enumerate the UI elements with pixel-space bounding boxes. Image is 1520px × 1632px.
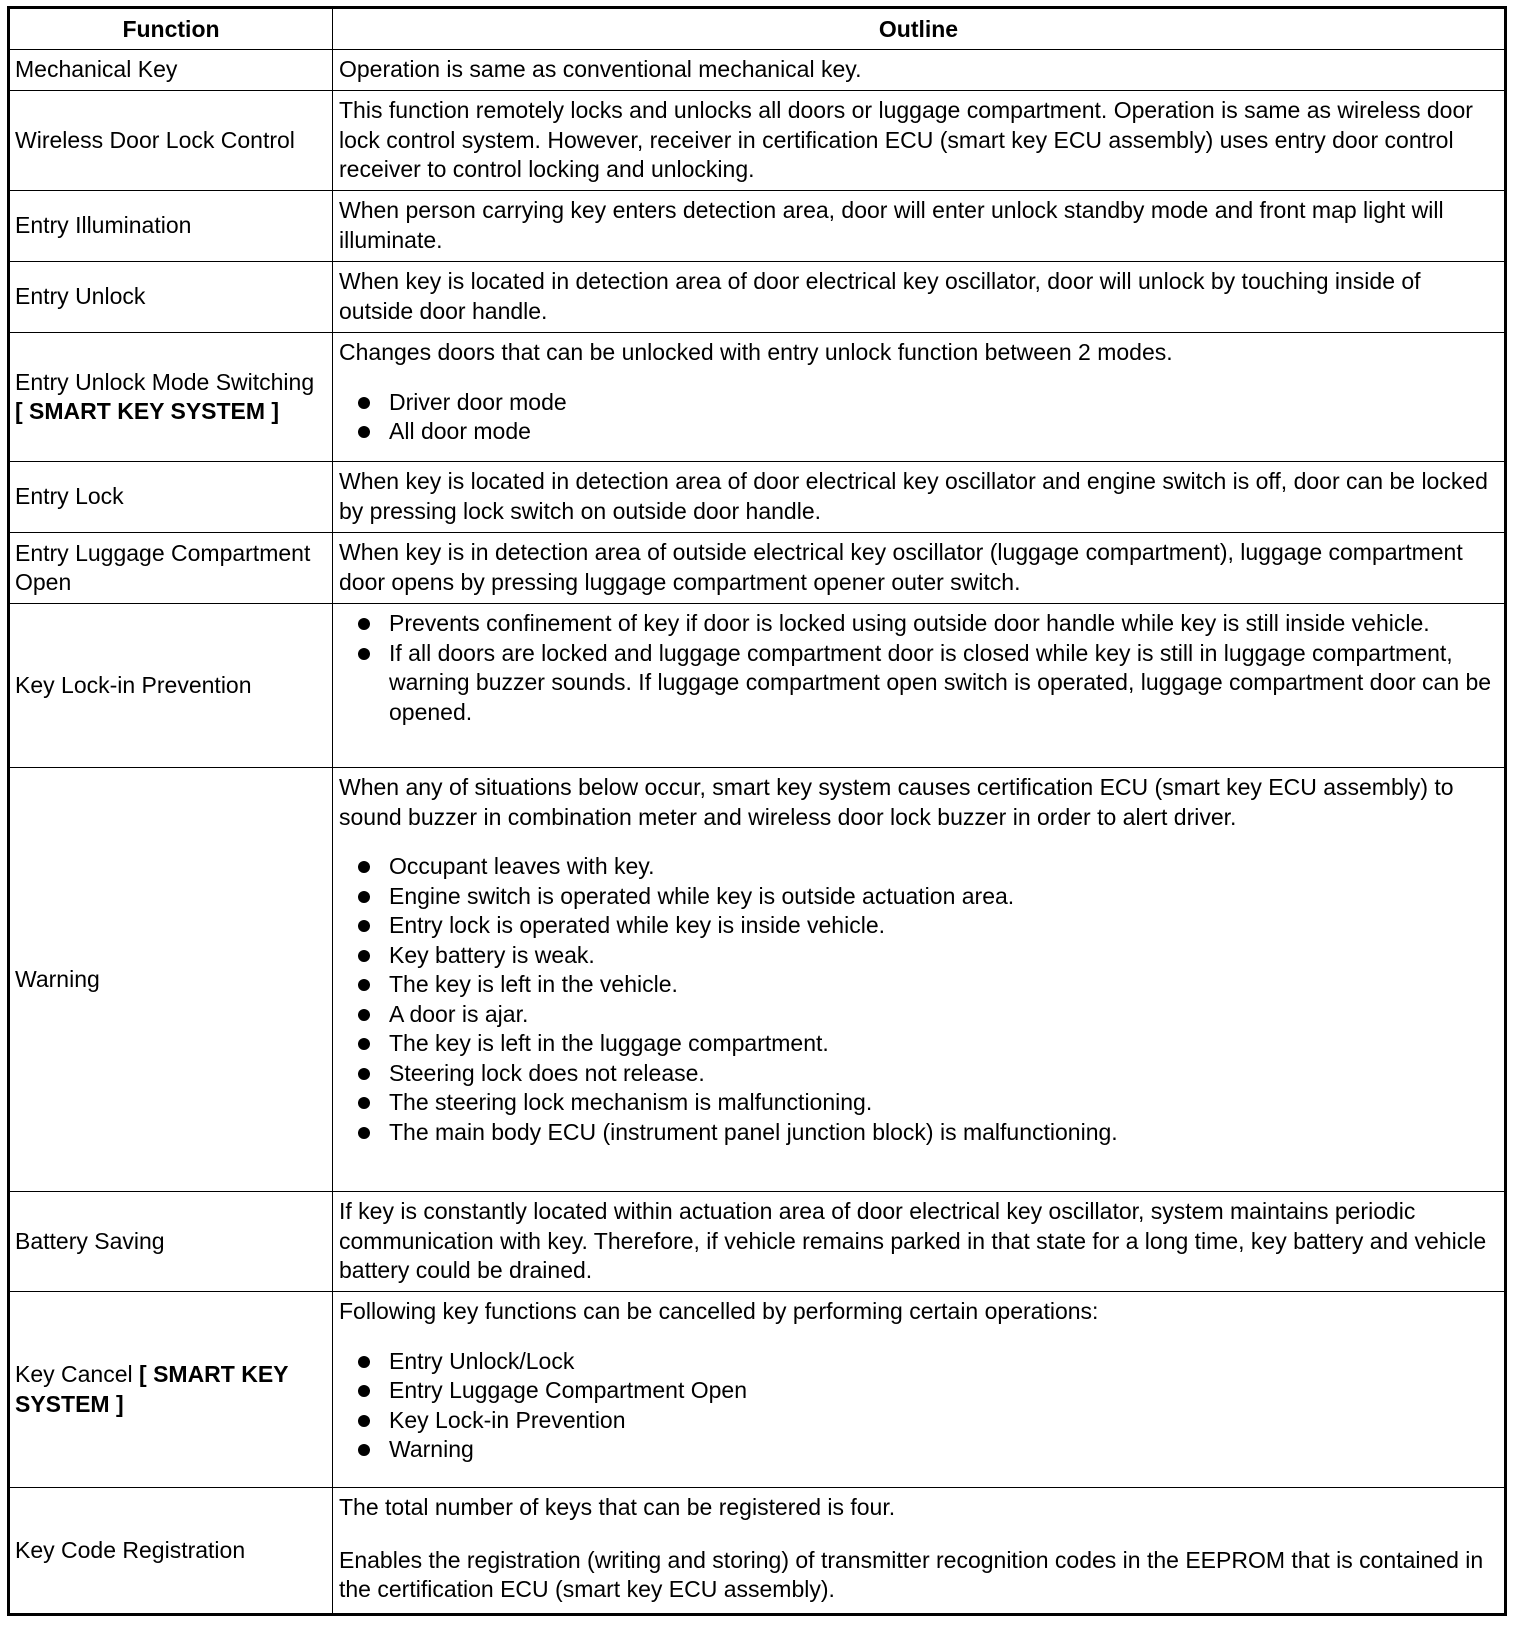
function-cell: Key Lock-in Prevention xyxy=(9,604,333,768)
function-cell: Entry Luggage Compartment Open xyxy=(9,533,333,604)
table-row xyxy=(9,1292,1506,1488)
list-item: Driver door mode xyxy=(339,388,1500,418)
bullet-icon xyxy=(358,920,370,932)
list-item: Entry Unlock/Lock xyxy=(339,1347,1500,1377)
function-cell: Warning xyxy=(9,768,333,1192)
table-row xyxy=(9,191,1506,262)
function-cell xyxy=(9,333,333,462)
list-item: The steering lock mechanism is malfunctioning. xyxy=(339,1088,1500,1118)
outline-cell: Operation is same as conventional mechanical key. xyxy=(333,50,1506,91)
bullet-icon xyxy=(358,1356,370,1368)
bullet-icon xyxy=(358,397,370,409)
list-item: Key battery is weak. xyxy=(339,941,1500,971)
bullet-list xyxy=(339,609,1500,727)
outline-text: Changes doors that can be unlocked with entry unlock function between 2 modes. xyxy=(339,339,1173,365)
bullet-icon xyxy=(358,1415,370,1427)
function-cell: Entry Lock xyxy=(9,462,333,533)
list-item: All door mode xyxy=(339,417,1500,447)
list-item: If all doors are locked and luggage compartment door is closed while key is still in luggage compartment, warning buzzer sounds. If luggage compartment open switch is operated, luggage compartment door can be opened. xyxy=(339,639,1500,728)
function-cell: Entry Illumination xyxy=(9,191,333,262)
bullet-icon xyxy=(358,648,370,660)
outline-cell xyxy=(333,1488,1506,1615)
bullet-icon xyxy=(358,618,370,630)
bullet-icon xyxy=(358,979,370,991)
function-cell: Entry Unlock xyxy=(9,262,333,333)
list-item: Warning xyxy=(339,1435,1500,1465)
table-row xyxy=(9,50,1506,91)
bullet-icon xyxy=(358,861,370,873)
table-row xyxy=(9,262,1506,333)
function-cell: Wireless Door Lock Control xyxy=(9,91,333,191)
outline-cell: When key is located in detection area of door electrical key oscillator, door will unlock by touching inside of outside door handle. xyxy=(333,262,1506,333)
function-cell: Mechanical Key xyxy=(9,50,333,91)
function-tag: [ SMART KEY SYSTEM ] xyxy=(15,1361,289,1417)
outline-text: The total number of keys that can be registered is four. xyxy=(339,1494,896,1520)
outline-cell xyxy=(333,1292,1506,1488)
function-cell: Battery Saving xyxy=(9,1192,333,1292)
column-header-function: Function xyxy=(9,8,333,50)
function-label: Entry Unlock Mode Switching xyxy=(15,368,315,395)
bullet-icon xyxy=(358,1097,370,1109)
bullet-icon xyxy=(358,1009,370,1021)
list-item: Prevents confinement of key if door is locked using outside door handle while key is still inside vehicle. xyxy=(339,609,1500,639)
bullet-icon xyxy=(358,426,370,438)
bullet-icon xyxy=(358,1385,370,1397)
list-item: Key Lock-in Prevention xyxy=(339,1406,1500,1436)
table-row xyxy=(9,1192,1506,1292)
bullet-icon xyxy=(358,1038,370,1050)
table-row xyxy=(9,768,1506,1192)
bullet-list xyxy=(339,852,1500,1147)
table-row xyxy=(9,1488,1506,1615)
table-row xyxy=(9,91,1506,191)
list-item: Entry Luggage Compartment Open xyxy=(339,1376,1500,1406)
function-label: Key Cancel xyxy=(15,1361,133,1387)
function-cell: Key Code Registration xyxy=(9,1488,333,1615)
bullet-icon xyxy=(358,1127,370,1139)
bullet-icon xyxy=(358,1444,370,1456)
list-item: Steering lock does not release. xyxy=(339,1059,1500,1089)
list-item: The key is left in the luggage compartment. xyxy=(339,1029,1500,1059)
outline-cell: This function remotely locks and unlocks all doors or luggage compartment. Operation is same as wireless door lock control system. However, receiver in certification ECU (smart key ECU assembly) uses entry door control receiver to control locking and unlocking. xyxy=(333,91,1506,191)
outline-cell: If key is constantly located within actuation area of door electrical key oscillator, system maintains periodic communication with key. Therefore, if vehicle remains parked in that state for a long time, key battery and vehicle battery could be drained. xyxy=(333,1192,1506,1292)
table-row xyxy=(9,533,1506,604)
list-item: Occupant leaves with key. xyxy=(339,852,1500,882)
bullet-icon xyxy=(358,891,370,903)
function-outline-table xyxy=(7,6,1507,1616)
bullet-list xyxy=(339,388,1500,447)
column-header-outline: Outline xyxy=(333,8,1506,50)
outline-text: Enables the registration (writing and storing) of transmitter recognition codes in the EEPROM that is contained in the certification ECU (smart key ECU assembly). xyxy=(339,1546,1484,1602)
function-cell xyxy=(9,1292,333,1488)
outline-cell xyxy=(333,768,1506,1192)
list-item: Entry lock is operated while key is inside vehicle. xyxy=(339,911,1500,941)
outline-cell xyxy=(333,604,1506,768)
table-row xyxy=(9,462,1506,533)
outline-text: When any of situations below occur, smart key system causes certification ECU (smart key ECU assembly) to sound buzzer in combination meter and wireless door lock buzzer in order to alert driver. xyxy=(339,774,1454,830)
table-row xyxy=(9,604,1506,768)
list-item: The main body ECU (instrument panel junction block) is malfunctioning. xyxy=(339,1118,1500,1148)
outline-cell: When key is located in detection area of door electrical key oscillator and engine switch is off, door can be locked by pressing lock switch on outside door handle. xyxy=(333,462,1506,533)
bullet-icon xyxy=(358,950,370,962)
outline-cell: When person carrying key enters detection area, door will enter unlock standby mode and front map light will illuminate. xyxy=(333,191,1506,262)
list-item: Engine switch is operated while key is outside actuation area. xyxy=(339,882,1500,912)
list-item: The key is left in the vehicle. xyxy=(339,970,1500,1000)
outline-cell: When key is in detection area of outside electrical key oscillator (luggage compartment), luggage compartment door opens by pressing luggage compartment opener outer switch. xyxy=(333,533,1506,604)
table-header-row xyxy=(9,8,1506,50)
bullet-list xyxy=(339,1347,1500,1465)
table-row xyxy=(9,333,1506,462)
function-tag: [ SMART KEY SYSTEM ] xyxy=(15,398,280,424)
outline-text: Following key functions can be cancelled by performing certain operations: xyxy=(339,1298,1099,1324)
outline-cell xyxy=(333,333,1506,462)
bullet-icon xyxy=(358,1068,370,1080)
list-item: A door is ajar. xyxy=(339,1000,1500,1030)
